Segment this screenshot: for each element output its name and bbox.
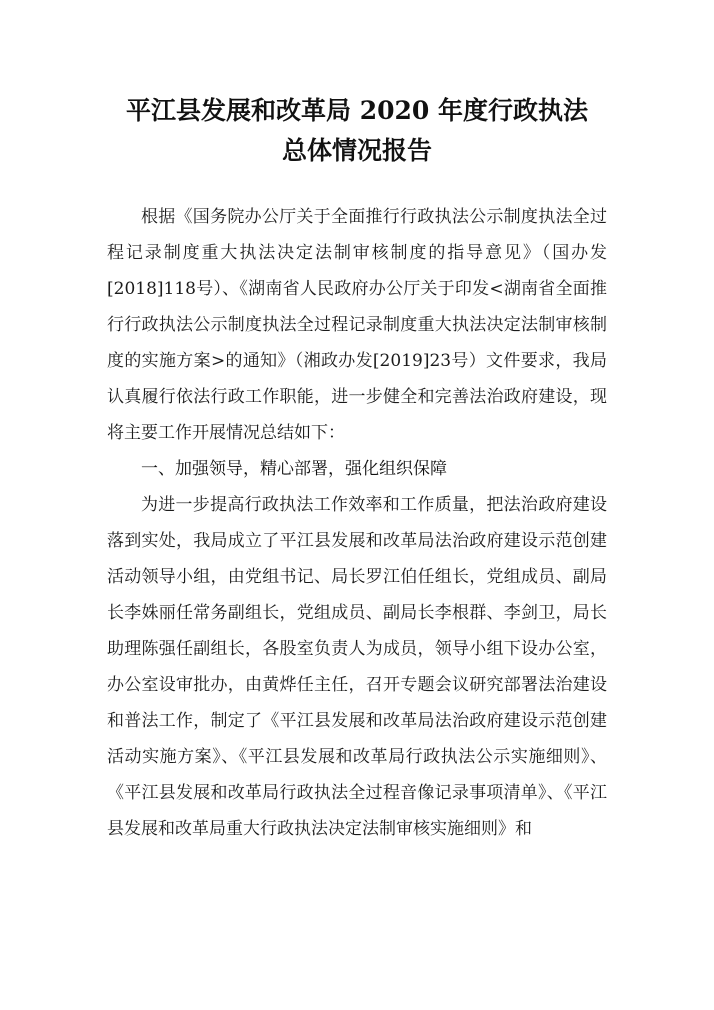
document-title-line-1: 平江县发展和改革局 2020 年度行政执法 bbox=[126, 96, 588, 125]
document-title-line-2: 总体情况报告 bbox=[281, 136, 432, 165]
document-body bbox=[107, 199, 607, 847]
section-1-heading: 一、加强领导，精心部署，强化组织保障 bbox=[141, 459, 447, 479]
section-1-paragraph: 为进一步提高行政执法工作效率和工作质量，把法治政府建设落到实处，我局成立了平江县发展和改革局法治政府建设示范创建活动领导小组，由党组书记、局长罗江伯任组长，党组成员、副局长李姝丽任常务副组长，党组成员、副局长李根群、李剑卫，局长助理陈强任副组长，各股室负责人为成员，领导小组下设办公室，办公室设审批办，由黄烨任主任，召开专题会议研究部署法治建设和普法工作，制定了《平江县发展和改革局法治政府建设示范创建活动实施方案》、《平江县发展和改革局行政执法公示实施细则》、《平江县发展和改革局行政执法全过程音像记录事项清单》、《平江县发展和改革局重大行政执法决定法制审核实施细则》和 bbox=[107, 495, 607, 839]
intro-paragraph: 根据《国务院办公厅关于全面推行行政执法公示制度执法全过程记录制度重大执法决定法制审核制度的指导意见》（国办发[2018]118号）、《湖南省人民政府办公厅关于印发<湖南省全面推行行政执法公示制度执法全过程记录制度重大执法决定法制审核制度的实施方案>的通知》（湘政办发[2019]23号）文件要求，我局认真履行依法行政工作职能，进一步健全和完善法治政府建设，现将主要工作开展情况总结如下： bbox=[107, 207, 607, 443]
